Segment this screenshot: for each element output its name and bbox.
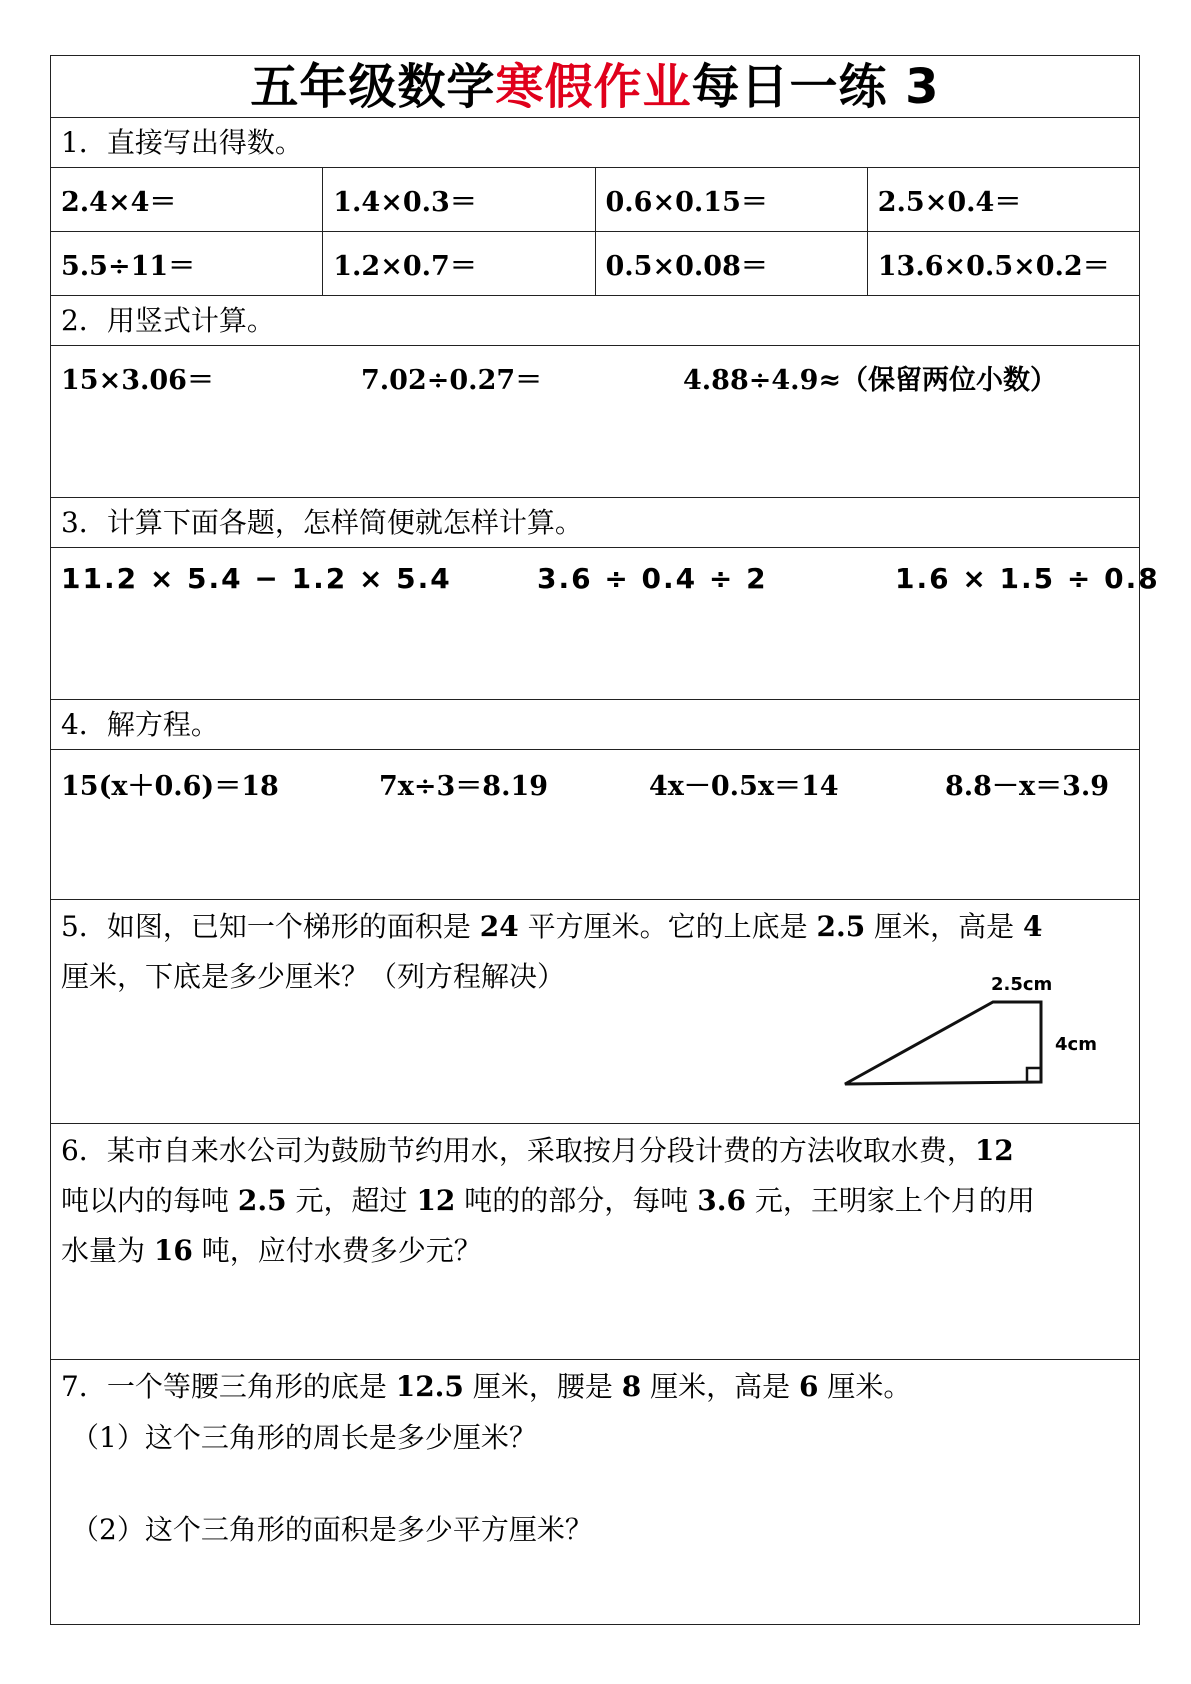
trapezoid-diagram [841, 962, 1131, 1112]
q6-number: 2.5 [237, 1184, 287, 1217]
q6-text-span: 吨的的部分，每吨 [455, 1184, 698, 1217]
q4-item: 15(x＋0.6)＝18 [61, 771, 279, 802]
q5-number: 4 [1023, 910, 1043, 943]
q5-number: 2.5 [816, 910, 866, 943]
q4-work-area [51, 750, 1139, 900]
q5-text-span: 5．如图，已知一个梯形的面积是 [61, 910, 480, 943]
q7-number: 6 [799, 1370, 819, 1403]
q5-text-span: 平方厘米。它的上底是 [518, 910, 817, 943]
q6-number: 12 [416, 1184, 456, 1217]
q7-text-span: 7．一个等腰三角形的底是 [61, 1370, 396, 1403]
q6-text-span: 吨，应付水费多少元？ [192, 1234, 482, 1267]
q7-section [51, 1360, 1139, 1626]
title-part3: 每日一练 3 [691, 59, 940, 115]
q7-number: 12.5 [395, 1370, 464, 1403]
trapezoid-shape [845, 1002, 1041, 1084]
q6-text-span: 吨以内的每吨 [61, 1184, 238, 1217]
q6-text-span: 水量为 [61, 1234, 154, 1267]
worksheet [50, 55, 1160, 1625]
q6-line-3 [61, 1226, 1129, 1276]
q2-item: 15×3.06＝ [61, 365, 214, 396]
q1-cell: 13.6×0.5×0.2＝ [877, 251, 1110, 282]
q4-item: 4x－0.5x＝14 [649, 771, 839, 802]
q6-number: 3.6 [697, 1184, 746, 1217]
q3-heading: 3．计算下面各题，怎样简便就怎样计算。 [51, 498, 1139, 548]
q1-cell: 0.6×0.15＝ [596, 168, 868, 231]
q1-cell: 1.4×0.3＝ [323, 168, 595, 231]
q2-heading: 2．用竖式计算。 [51, 296, 1139, 346]
q6-text-span: 元，超过 [286, 1184, 417, 1217]
q5-text-span: 厘米，高是 [865, 910, 1024, 943]
q5-number: 24 [479, 910, 519, 943]
q7-subquestion-1: （1）这个三角形的周长是多少厘米？ [71, 1421, 537, 1454]
q3-work-area [51, 548, 1160, 700]
q6-text [51, 1124, 1139, 1276]
q6-text-span: 6．某市自来水公司为鼓励节约用水，采取按月分段计费的方法收取水费， [61, 1134, 975, 1167]
q1-grid-row-2 [51, 232, 1139, 296]
q2-work-area [51, 346, 1139, 498]
q1-cell: 1.2×0.7＝ [323, 232, 595, 295]
q7-number: 8 [621, 1370, 642, 1403]
q7-text-span: 厘米。 [818, 1370, 912, 1403]
q5-section [51, 900, 1139, 1124]
q5-line-1 [61, 902, 1129, 952]
title-part2-highlight: 寒假作业 [495, 59, 692, 115]
q1-cell: 2.4×4＝ [51, 168, 323, 231]
trapezoid-top-label: 2.5cm [991, 974, 1053, 995]
q7-subquestion-2: （2）这个三角形的面积是多少平方厘米？ [71, 1513, 593, 1546]
q2-item: 4.88÷4.9≈（保留两位小数） [683, 365, 1057, 396]
q1-heading: 1．直接写出得数。 [51, 118, 1139, 168]
q7-text-span: 厘米，高是 [641, 1370, 800, 1403]
q1-grid-row-1 [51, 168, 1139, 232]
q6-number: 12 [974, 1134, 1014, 1167]
q4-item: 7x÷3＝8.19 [379, 771, 549, 802]
q4-heading: 4．解方程。 [51, 700, 1139, 750]
q6-line-2 [61, 1176, 1129, 1226]
q3-item: 11.2 × 5.4 − 1.2 × 5.4 [61, 562, 452, 595]
title-part1: 五年级数学 [250, 59, 496, 115]
q4-item: 8.8－x＝3.9 [945, 771, 1110, 802]
q6-line-1 [61, 1126, 1129, 1176]
q5-line-2: 厘米，下底是多少厘米？（列方程解决） [61, 960, 566, 993]
q3-item: 3.6 ÷ 0.4 ÷ 2 [537, 562, 768, 595]
q1-cell: 2.5×0.4＝ [877, 187, 1022, 218]
q6-section [51, 1124, 1139, 1360]
q7-text [51, 1360, 1139, 1412]
q7-line-1 [61, 1362, 1129, 1412]
worksheet-title [51, 56, 1139, 118]
q3-item: 1.6 × 1.5 ÷ 0.8 [895, 562, 1160, 595]
q6-number: 16 [153, 1234, 193, 1267]
q6-text-span: 元，王明家上个月的用 [745, 1184, 1035, 1217]
q1-cell: 5.5÷11＝ [51, 232, 323, 295]
q2-item: 7.02÷0.27＝ [361, 365, 543, 396]
q7-text-span: 厘米，腰是 [463, 1370, 622, 1403]
q1-cell: 0.5×0.08＝ [596, 232, 868, 295]
right-angle-mark [1027, 1068, 1041, 1082]
trapezoid-height-label: 4cm [1055, 1034, 1097, 1055]
